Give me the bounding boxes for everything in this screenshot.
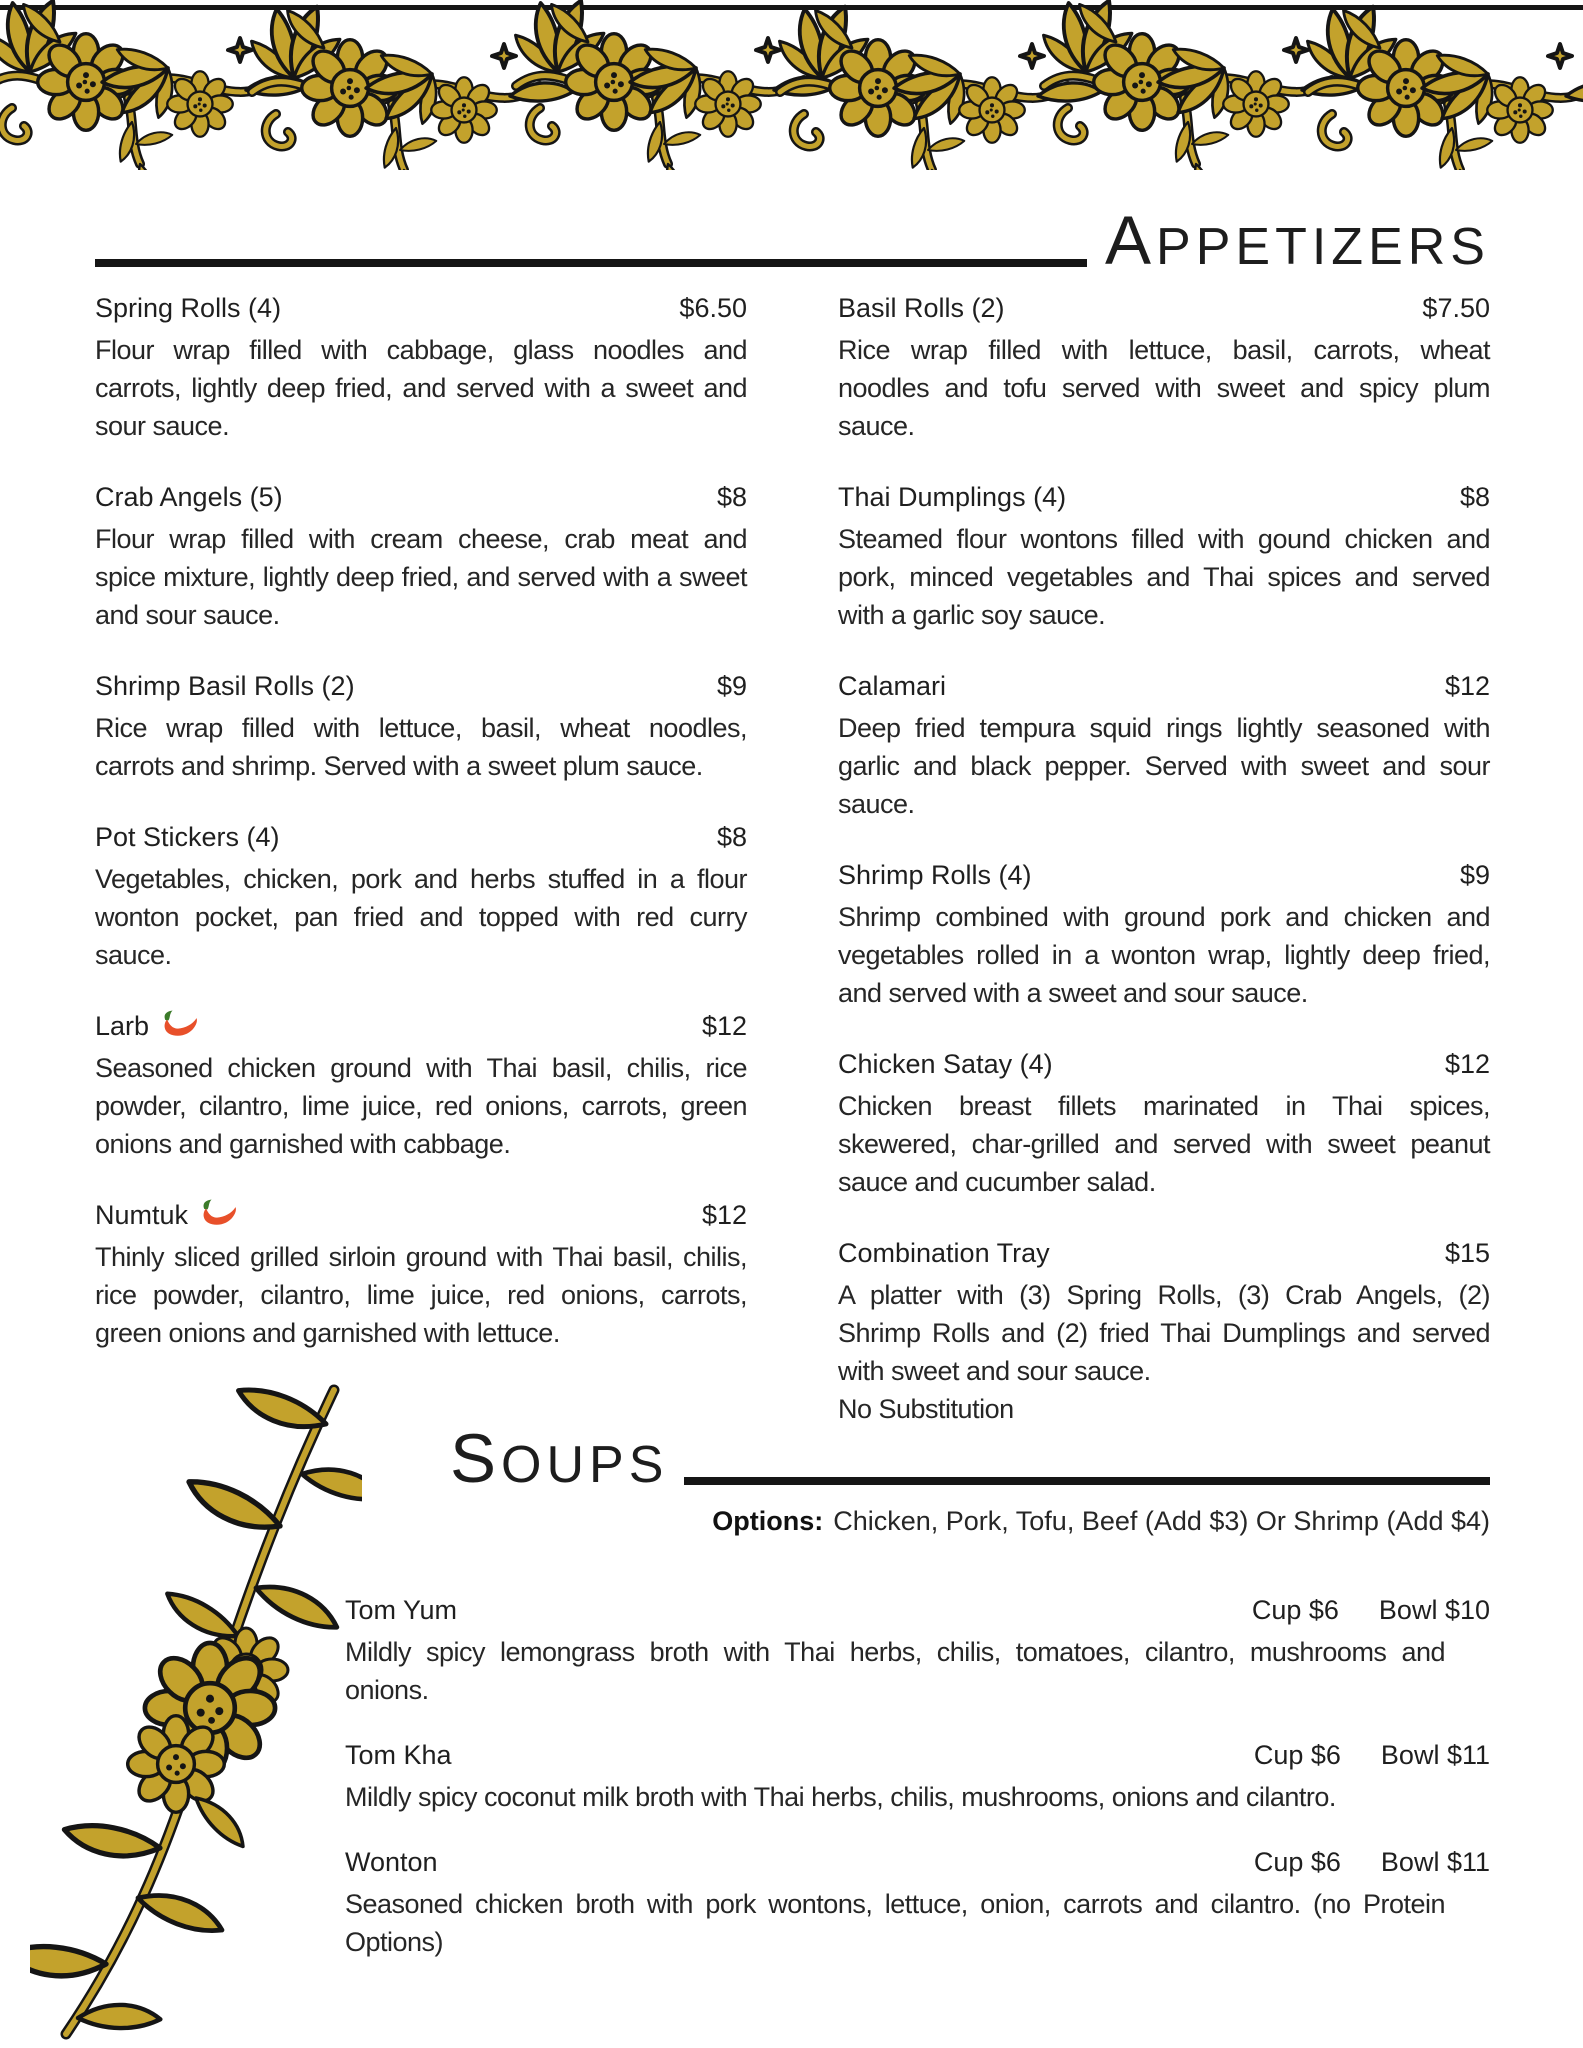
soup-bowl-price: Bowl $11 — [1380, 1847, 1490, 1877]
menu-item-description: Flour wrap filled with cabbage, glass noodles and carrots, lightly deep fried, and served with a sweet and sour sauce. — [95, 335, 747, 441]
menu-item-name-wrap — [838, 670, 946, 703]
soups-header — [345, 1420, 1490, 1497]
menu-item-name-wrap — [838, 292, 1005, 325]
appetizers-header — [95, 202, 1490, 279]
menu-item-name-wrap — [838, 1048, 1053, 1081]
menu-item-head — [95, 292, 747, 325]
menu-item-price: $6.50 — [679, 293, 747, 323]
floral-spray-decoration — [30, 1378, 362, 2048]
menu-item — [838, 670, 1490, 823]
soup-item — [345, 1594, 1490, 1709]
menu-item-description: Seasoned chicken ground with Thai basil, chilis, rice powder, cilantro, lime juice, red onions, carrots, green onions and garnished with cabbage. — [95, 1053, 747, 1159]
menu-item — [838, 1237, 1490, 1428]
menu-item-name: Combination Tray — [838, 1238, 1050, 1268]
menu-item-name-wrap — [95, 481, 283, 514]
menu-item-head — [838, 1048, 1490, 1081]
menu-item-price: $12 — [701, 1011, 747, 1041]
soup-bowl-price: Bowl $11 — [1380, 1740, 1490, 1770]
soup-item-name: Wonton — [345, 1847, 438, 1877]
menu-item-description: Steamed flour wontons filled with gound chicken and pork, minced vegetables and Thai spices and served with a garlic soy sauce. — [838, 524, 1490, 630]
menu-item — [95, 292, 747, 445]
menu-item-price: $7.50 — [1422, 293, 1490, 323]
soups-options-line — [345, 1505, 1490, 1538]
menu-item-head — [95, 481, 747, 514]
soup-item-prices — [1254, 1739, 1490, 1772]
soup-item — [345, 1739, 1490, 1816]
soup-item-prices — [1252, 1594, 1490, 1627]
floral-border-top — [0, 0, 1583, 170]
menu-item-name: Thai Dumplings (4) — [838, 482, 1067, 512]
menu-item — [838, 1048, 1490, 1201]
menu-item-price: $15 — [1444, 1238, 1490, 1268]
menu-item-description: Chicken breast fillets marinated in Thai spices, skewered, char-grilled and served with sweet peanut sauce and cucumber salad. — [838, 1091, 1490, 1197]
menu-item-head — [838, 292, 1490, 325]
menu-item-head — [95, 670, 747, 703]
chili-pepper-icon — [158, 1010, 198, 1039]
soups-title: SOUPS — [450, 1420, 669, 1497]
menu-item-name-wrap — [95, 821, 280, 854]
menu-item-name-wrap — [838, 1237, 1050, 1270]
soup-item-prices — [1254, 1846, 1490, 1879]
menu-item-price: $8 — [716, 482, 747, 512]
menu-item-price: $12 — [1444, 671, 1490, 701]
menu-item — [838, 859, 1490, 1012]
menu-item-name: Chicken Satay (4) — [838, 1049, 1053, 1079]
appetizers-title: APPETIZERS — [1105, 202, 1490, 279]
appetizers-columns — [95, 292, 1490, 1464]
top-rule — [0, 5, 1583, 10]
menu-item-head — [95, 1199, 747, 1232]
soup-item-head — [345, 1594, 1490, 1627]
menu-item — [95, 481, 747, 634]
soups-items — [345, 1594, 1490, 1961]
menu-item-head — [838, 859, 1490, 892]
menu-item-description: Vegetables, chicken, pork and herbs stuffed in a flour wonton pocket, pan fried and topped with red curry sauce. — [95, 864, 747, 970]
chili-pepper-icon — [197, 1199, 237, 1228]
menu-item-name: Pot Stickers (4) — [95, 822, 280, 852]
menu-item-head — [838, 481, 1490, 514]
appetizers-right-column — [838, 292, 1490, 1464]
soups-options-label: Options: — [712, 1506, 824, 1536]
menu-item-name: Shrimp Basil Rolls (2) — [95, 671, 355, 701]
menu-item-price: $12 — [701, 1200, 747, 1230]
soup-item-name: Tom Yum — [345, 1595, 458, 1625]
soup-cup-price: Cup $6 — [1253, 1740, 1341, 1770]
menu-item-price: $8 — [1459, 482, 1490, 512]
menu-item-head — [838, 670, 1490, 703]
menu-item-description: Deep fried tempura squid rings lightly seasoned with garlic and black pepper. Served with sweet and sour sauce. — [838, 713, 1490, 819]
soup-item-description: Seasoned chicken broth with pork wontons, lettuce, onion, carrots and cilantro. (no Protein Options) — [345, 1889, 1445, 1957]
menu-item — [95, 670, 747, 785]
menu-item-price: $9 — [1459, 860, 1490, 890]
soup-cup-price: Cup $6 — [1253, 1847, 1341, 1877]
menu-item-name: Larb — [95, 1011, 150, 1041]
menu-item-name: Calamari — [838, 671, 947, 701]
menu-item-price: $8 — [716, 822, 747, 852]
soup-item-head — [345, 1739, 1490, 1772]
menu-item-description: Rice wrap filled with lettuce, basil, wheat noodles, carrots and shrimp. Served with a sweet plum sauce. — [95, 713, 747, 781]
soup-item-description: Mildly spicy coconut milk broth with Thai herbs, chilis, mushrooms, onions and cilantro. — [345, 1782, 1336, 1812]
appetizers-rule — [95, 259, 1087, 267]
soup-item-name: Tom Kha — [345, 1740, 452, 1770]
soup-item-description: Mildly spicy lemongrass broth with Thai herbs, chilis, tomatoes, cilantro, mushrooms and onions. — [345, 1637, 1445, 1705]
menu-item-description: Rice wrap filled with lettuce, basil, carrots, wheat noodles and tofu served with sweet and spicy plum sauce. — [838, 335, 1490, 441]
appetizers-left-column — [95, 292, 747, 1464]
menu-item-name-wrap — [95, 670, 355, 703]
menu-item-name-wrap — [838, 859, 1032, 892]
menu-item-name: Shrimp Rolls (4) — [838, 860, 1032, 890]
menu-item-name-wrap — [95, 1199, 237, 1232]
menu-item-name: Basil Rolls (2) — [838, 293, 1005, 323]
soups-section — [345, 1420, 1490, 1991]
soup-item — [345, 1846, 1490, 1961]
menu-item-name: Crab Angels (5) — [95, 482, 283, 512]
soup-item-head — [345, 1846, 1490, 1879]
menu-item-head — [95, 1010, 747, 1043]
menu-item-name: Numtuk — [95, 1200, 189, 1230]
menu-item-description: Thinly sliced grilled sirloin ground with Thai basil, chilis, rice powder, cilantro, lime juice, red onions, carrots, green onions and garnished with lettuce. — [95, 1242, 747, 1348]
soups-rule — [684, 1477, 1490, 1485]
menu-item — [95, 821, 747, 974]
menu-item-head — [95, 821, 747, 854]
menu-item — [95, 1199, 747, 1352]
soup-bowl-price: Bowl $10 — [1378, 1595, 1490, 1625]
soups-options-text: Chicken, Pork, Tofu, Beef (Add $3) Or Shrimp (Add $4) — [833, 1506, 1490, 1536]
menu-item-note: No Substitution — [838, 1394, 1014, 1424]
soup-cup-price: Cup $6 — [1251, 1595, 1339, 1625]
menu-item-description: Flour wrap filled with cream cheese, crab meat and spice mixture, lightly deep fried, and served with a sweet and sour sauce. — [95, 524, 747, 630]
menu-item-description: Shrimp combined with ground pork and chicken and vegetables rolled in a wonton wrap, lightly deep fried, and served with a sweet and sour sauce. — [838, 902, 1490, 1008]
menu-item — [838, 481, 1490, 634]
menu-item-price: $9 — [716, 671, 747, 701]
menu-item — [95, 1010, 747, 1163]
menu-item-price: $12 — [1444, 1049, 1490, 1079]
menu-item-name-wrap — [95, 1010, 198, 1043]
menu-item-name-wrap — [95, 292, 281, 325]
menu-item-description: A platter with (3) Spring Rolls, (3) Crab Angels, (2) Shrimp Rolls and (2) fried Thai Dumplings and served with sweet and sour sauce. — [838, 1280, 1490, 1386]
menu-item-name-wrap — [838, 481, 1066, 514]
menu-item-head — [838, 1237, 1490, 1270]
menu-item — [838, 292, 1490, 445]
menu-item-name: Spring Rolls (4) — [95, 293, 282, 323]
